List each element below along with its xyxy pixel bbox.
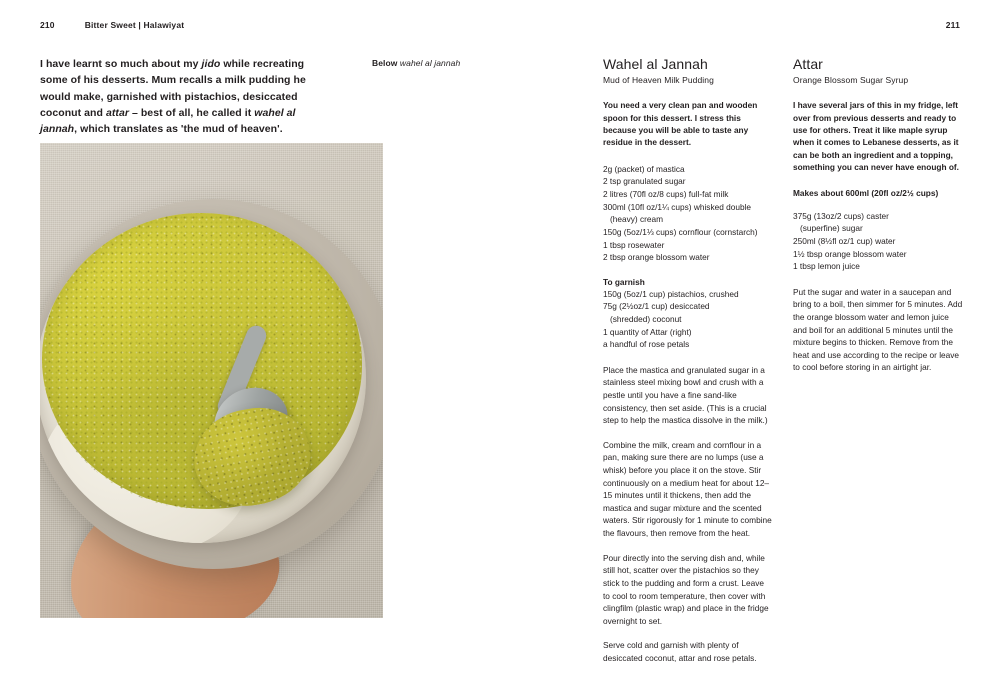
ingredient-item: (superfine) sugar bbox=[800, 223, 863, 234]
ingredient-item: 300ml (10fl oz/1¼ cups) whisked double bbox=[603, 201, 752, 212]
method-paragraph: Serve cold and garnish with plenty of desiccated coconut, attar and rose petals. bbox=[603, 640, 757, 663]
ingredient-item: 150g (5oz/1⅓ cups) cornflour (cornstarch) bbox=[603, 226, 758, 237]
ingredient-list bbox=[603, 163, 773, 264]
garnish-heading: To garnish bbox=[603, 276, 645, 287]
ingredient-item: 2 tsp granulated sugar bbox=[603, 176, 686, 187]
dish-photograph bbox=[40, 143, 383, 618]
ingredient-item: 375g (13oz/2 cups) caster bbox=[793, 210, 889, 221]
running-head-right bbox=[946, 20, 960, 30]
method-paragraph: Combine the milk, cream and cornflour in a pan, making sure there are no lumps (use a whisk) before you place it on the stove. Stir continuously on a medium heat for about 12–15 minutes until it thickens, then add the mastica and sugar mixture and the scented waters. Stir rigorously for 1 minute to combine the flavours, then remove from the heat. bbox=[603, 439, 772, 539]
photo-background bbox=[40, 143, 383, 618]
garnish-list bbox=[603, 288, 773, 351]
recipe-note: You need a very clean pan and wooden spoon for this dessert. I stress this because you will be able to taste any residue in the dessert. bbox=[603, 100, 758, 148]
recipe-column-attar bbox=[793, 56, 965, 386]
caption-text: wahel al jannah bbox=[399, 58, 461, 68]
recipe-title: Attar bbox=[793, 56, 823, 72]
ingredient-item: 2 tbsp orange blossom water bbox=[603, 252, 710, 263]
ingredient-item: a handful of rose petals bbox=[603, 339, 690, 350]
caption-label: Below bbox=[372, 58, 398, 68]
ingredient-item: 75g (2½oz/1 cup) desiccated bbox=[603, 301, 710, 312]
recipe-subtitle: Orange Blossom Sugar Syrup bbox=[793, 75, 909, 86]
running-head-left bbox=[40, 20, 184, 30]
folio-right: 211 bbox=[945, 20, 960, 30]
ingredient-item: (heavy) cream bbox=[610, 214, 664, 225]
recipe-column-wahel-al-jannah bbox=[603, 56, 773, 677]
method-paragraph: Put the sugar and water in a saucepan and bring to a boil, then simmer for 5 minutes. Add the orange blossom water and lemon juice and boil for an additional 5 minutes until the mixture begins to thicken. Remove from the heat and use according to the recipe or leave to cool before storing in an airtight jar. bbox=[793, 286, 963, 373]
ingredient-list bbox=[793, 210, 965, 273]
ingredient-item: (shredded) coconut bbox=[610, 313, 682, 324]
plate bbox=[40, 199, 383, 569]
ingredient-item: 1 tbsp lemon juice bbox=[793, 261, 860, 272]
recipe-yield: Makes about 600ml (20fl oz/2½ cups) bbox=[793, 187, 939, 198]
recipe-title: Wahel al Jannah bbox=[603, 56, 708, 72]
method-steps bbox=[793, 286, 965, 374]
recipe-subtitle: Mud of Heaven Milk Pudding bbox=[603, 75, 714, 86]
ingredient-item: 2g (packet) of mastica bbox=[603, 163, 685, 174]
ingredient-item: 2 litres (70fl oz/8 cups) full-fat milk bbox=[603, 189, 729, 200]
ingredient-item: 150g (5oz/1 cup) pistachios, crushed bbox=[603, 288, 739, 299]
folio-left: 210 bbox=[40, 20, 55, 30]
glass-bowl bbox=[40, 213, 366, 543]
ingredient-item: 1 tbsp rosewater bbox=[603, 239, 665, 250]
ingredient-item: 250ml (8½fl oz/1 cup) water bbox=[793, 235, 896, 246]
method-paragraph: Place the mastica and granulated sugar in a stainless steel mixing bowl and crush with a pestle until you have a fine sand-like consistency, then set aside. (This is a crucial step to help the mastica dissolve in the milk.) bbox=[603, 364, 768, 426]
ingredient-item: 1 quantity of Attar (right) bbox=[603, 326, 692, 337]
method-paragraph: Pour directly into the serving dish and, while still hot, scatter over the pistachios so they stick to the pudding and form a crust. Leave to cool to room temperature, then cover with clingfilm (plastic wrap) and place in the fridge overnight to set. bbox=[603, 552, 769, 626]
ingredient-item: 1½ tbsp orange blossom water bbox=[793, 248, 907, 259]
recipe-note: I have several jars of this in my fridge, left over from previous desserts and ready to use for others. Treat it like maple syrup when it comes to Lebanese desserts, as it can be both an ingredient and a topping, something you can never have enough of. bbox=[793, 100, 959, 173]
book-section-title: Bitter Sweet | Halawiyat bbox=[84, 20, 185, 30]
method-steps bbox=[603, 364, 773, 665]
intro-paragraph: I have learnt so much about my jido while recreating some of his desserts. Mum recalls a milk pudding he would make, garnished with pistachios, desiccated coconut and attar – best of all, he called it wahel al jannah, which translates as 'the mud of heaven'. bbox=[40, 58, 306, 136]
photo-caption bbox=[372, 58, 460, 68]
